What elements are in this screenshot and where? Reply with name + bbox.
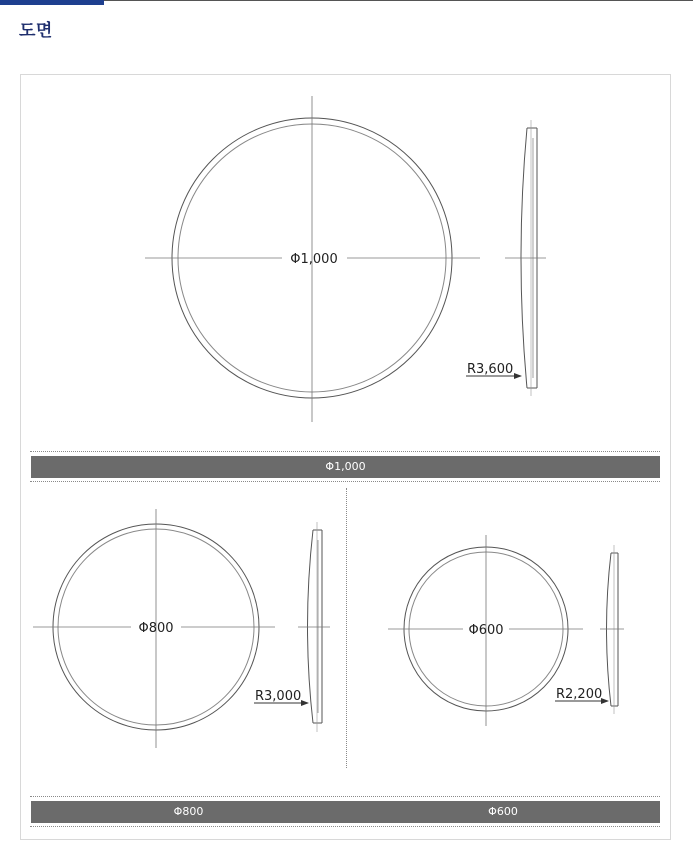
- divider-dotted: [30, 796, 660, 797]
- mirror-600-front-view: [388, 535, 583, 726]
- vertical-divider: [346, 488, 347, 768]
- diameter-label-800: Φ800: [138, 621, 174, 636]
- caption-bar-800: Φ800: [31, 801, 346, 823]
- divider-dotted: [30, 481, 660, 482]
- caption-bar-600: Φ600: [346, 801, 660, 823]
- mirror-600-side-view: [555, 545, 624, 714]
- divider-dotted: [30, 826, 660, 827]
- mirror-800-front-view: [33, 509, 275, 748]
- diameter-label-600: Φ600: [468, 623, 504, 638]
- radius-label-800: R3,000: [255, 689, 302, 704]
- radius-label-600: R2,200: [556, 687, 603, 702]
- diameter-label-1000: Φ1,000: [290, 252, 338, 267]
- radius-label-1000: R3,600: [467, 362, 514, 377]
- divider-dotted: [30, 451, 660, 452]
- section-title: 도면: [19, 21, 53, 41]
- mirror-1000-front-view: [145, 96, 480, 422]
- caption-bar-1000: Φ1,000: [31, 456, 660, 478]
